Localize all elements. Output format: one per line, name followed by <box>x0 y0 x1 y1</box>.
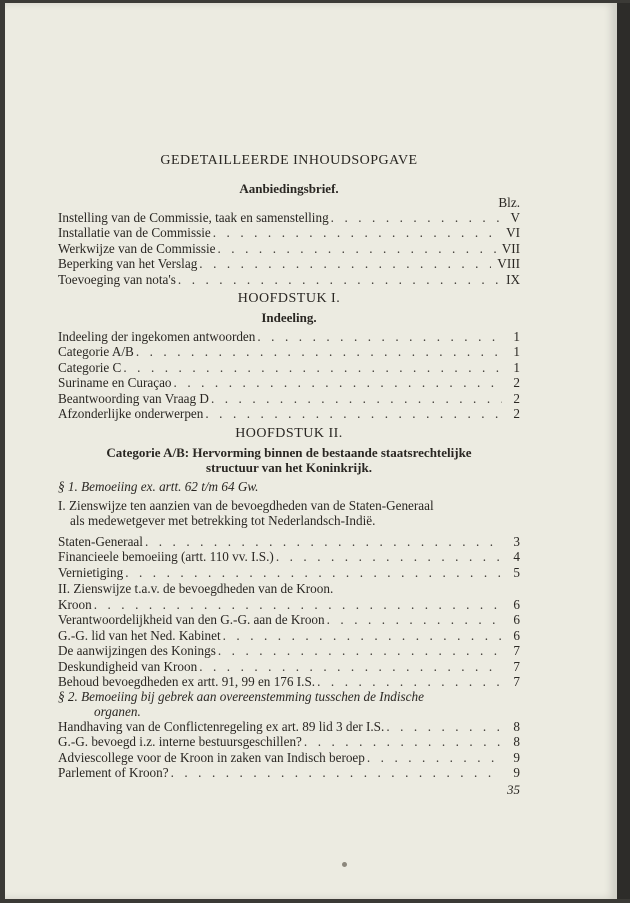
toc-row: Vernietiging . . . 5 <box>58 565 520 580</box>
toc-row: Deskundigheid van Kroon . . . 7 <box>58 659 520 674</box>
paragraph-2: II. Zienswijze t.a.v. de bevoegdheden van de Kroon. <box>58 581 334 596</box>
section-2-heading <box>58 689 520 720</box>
toc-row: Verantwoordelijkheid van den G.-G. aan de Kroon . . . 6 <box>58 612 520 627</box>
toc-row: Staten-Generaal . . . 3 <box>58 534 520 549</box>
section-1-heading: § 1. Bemoeiing ex. artt. 62 t/m 64 Gw. <box>58 479 259 494</box>
page-column-label: Blz. <box>498 195 520 210</box>
toc-row: G.-G. lid van het Ned. Kabinet . . . 6 <box>58 628 520 643</box>
paragraph-1-line-2: als medewetgever met betrekking tot Nederlandsch-Indië. <box>70 513 376 529</box>
toc-row: Instelling van de Commissie, taak en samenstelling . . . V <box>58 210 520 225</box>
toc-row: Indeeling der ingekomen antwoorden . . . 1 <box>58 329 520 344</box>
toc-row: Werkwijze van de Commissie . . . VII <box>58 241 520 256</box>
paragraph-1-line-1: I. Zienswijze ten aanzien van de bevoegdheden van de Staten-Generaal <box>58 498 434 513</box>
toc-row: Financieele bemoeiing (artt. 110 vv. I.S.) . . . 4 <box>58 549 520 564</box>
toc-row: Installatie van de Commissie . . . VI <box>58 225 520 240</box>
toc-row: Handhaving van de Conflictenregeling ex art. 89 lid 3 der I.S. . . . 8 <box>58 719 520 734</box>
chapter-1-list <box>58 329 520 421</box>
paragraph-1 <box>58 498 520 529</box>
section-1-list-a <box>58 534 520 580</box>
intro-list <box>58 210 520 287</box>
chapter-2-subheading-line-1: Categorie A/B: Hervorming binnen de bestaande staatsrechtelijke <box>106 445 472 460</box>
chapter-2-subheading <box>58 445 520 475</box>
toc-row: Categorie A/B . . . 1 <box>58 344 520 359</box>
chapter-2-subheading-line-2: structuur van het Koninkrijk. <box>206 460 372 475</box>
chapter-1-heading: HOOFDSTUK I. <box>237 291 341 306</box>
toc-row: Adviescollege voor de Kroon in zaken van Indisch beroep . . . 9 <box>58 750 520 765</box>
paper-speck <box>342 862 347 867</box>
section-2-list <box>58 719 520 781</box>
toc-row: Beantwoording van Vraag D . . . 2 <box>58 391 520 406</box>
section-2-heading-line-1: § 2. Bemoeiing bij gebrek aan overeenstemming tusschen de Indische <box>58 689 424 704</box>
section-2-heading-line-2: organen. <box>94 704 141 720</box>
page-number: 35 <box>507 782 520 797</box>
toc-row: Toevoeging van nota's . . . IX <box>58 272 520 287</box>
toc-row: Suriname en Curaçao . . . 2 <box>58 375 520 390</box>
page-title: GEDETAILLEERDE INHOUDSOPGAVE <box>160 153 418 168</box>
intro-heading: Aanbiedingsbrief. <box>239 181 339 196</box>
document-page <box>5 3 617 899</box>
chapter-1-subheading: Indeeling. <box>261 310 317 325</box>
page-edge-shadow <box>617 3 630 899</box>
toc-row: Afzonderlijke onderwerpen . . . 2 <box>58 406 520 421</box>
chapter-2-heading: HOOFDSTUK II. <box>235 426 343 441</box>
toc-row: Kroon . . . 6 <box>58 597 520 612</box>
toc-row: De aanwijzingen des Konings . . . 7 <box>58 643 520 658</box>
toc-row: Parlement of Kroon? . . . 9 <box>58 765 520 780</box>
toc-row: Categorie C . . . 1 <box>58 360 520 375</box>
toc-row: Beperking van het Verslag . . . VIII <box>58 256 520 271</box>
toc-row: G.-G. bevoegd i.z. interne bestuursgeschillen? . . . 8 <box>58 734 520 749</box>
section-1-list-b <box>58 597 520 689</box>
toc-row: Behoud bevoegdheden ex artt. 91, 99 en 176 I.S. . . . 7 <box>58 674 520 689</box>
